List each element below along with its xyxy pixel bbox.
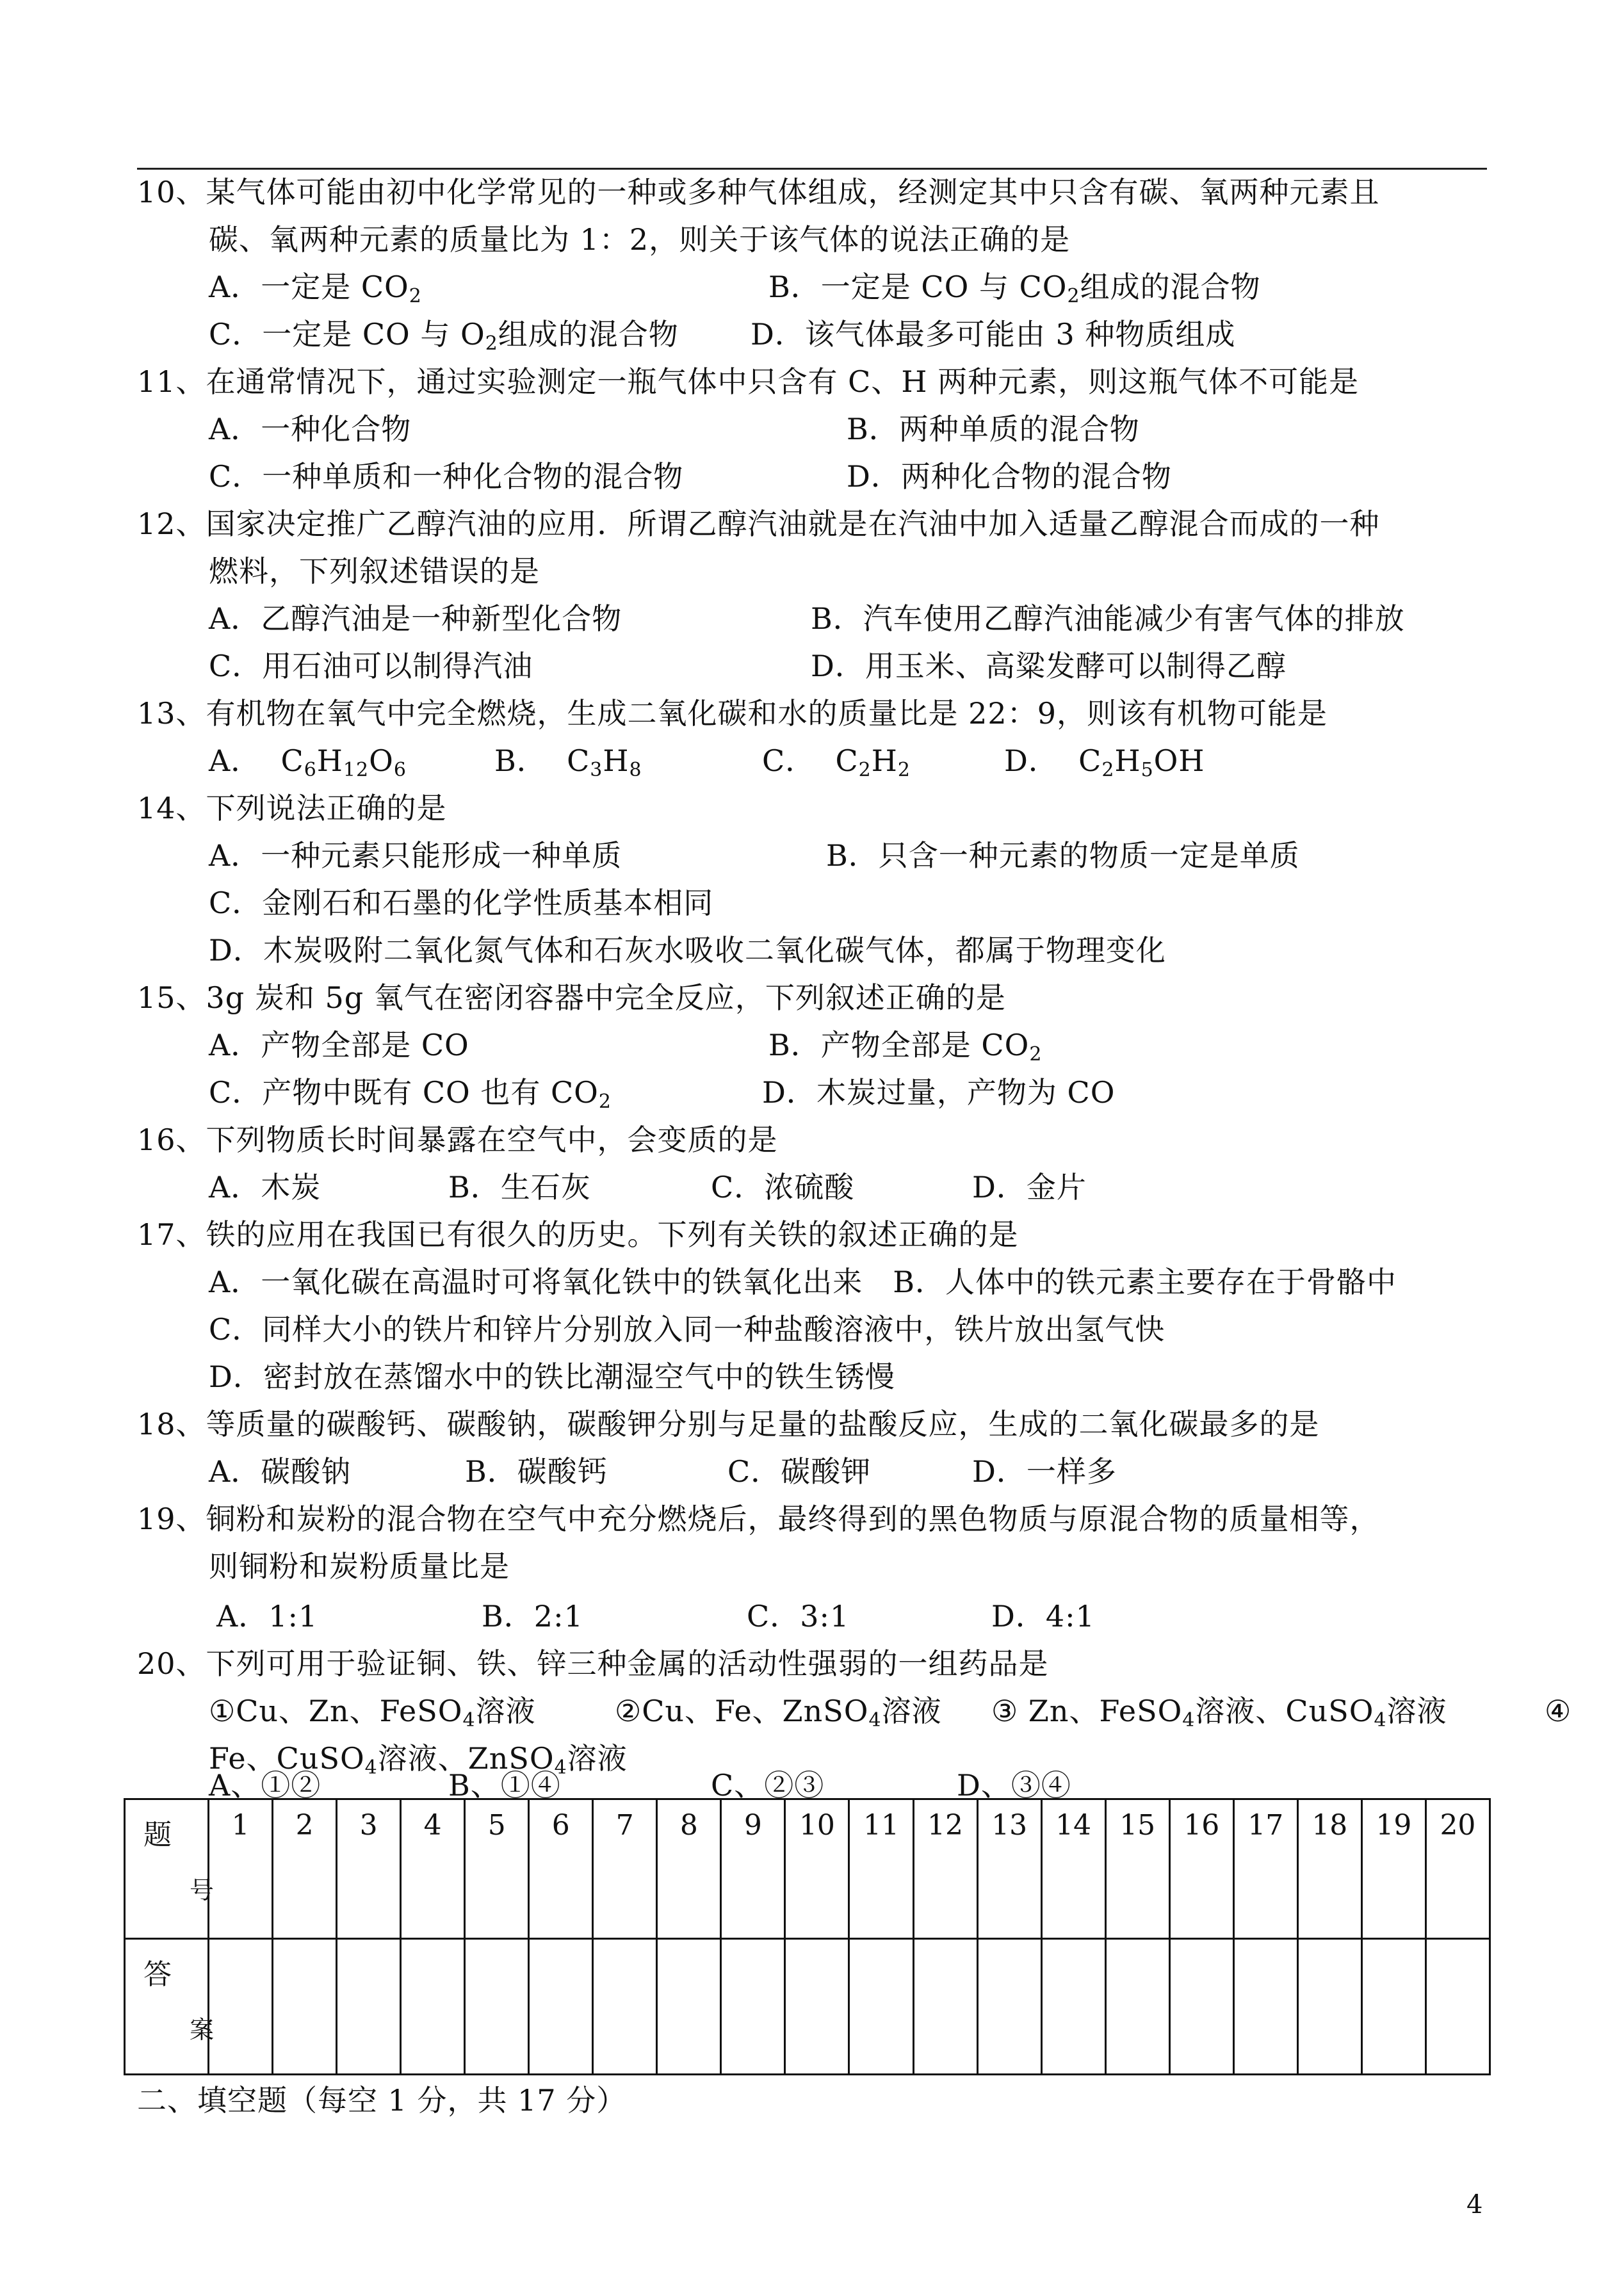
answer-cell[interactable] <box>1041 1939 1105 2075</box>
q18-option-d: D．一样多 <box>972 1454 1117 1489</box>
answer-cell[interactable] <box>273 1939 337 2075</box>
q20-option-d: D、③④ <box>957 1768 1071 1803</box>
q13-option-d: D． $C_2H_5OH$ <box>1004 743 1205 781</box>
answer-cell[interactable] <box>593 1939 657 2075</box>
q11-option-b: B．两种单质的混合物 <box>847 412 1140 446</box>
answer-cell[interactable] <box>785 1939 849 2075</box>
question-number-cell: 17 <box>1233 1799 1297 1939</box>
q11-option-a: A．一种化合物 <box>209 412 412 446</box>
q14-option-b: B．只含一种元素的物质一定是单质 <box>826 838 1300 873</box>
q20-choice-3: ③ Zn、FeSO$_4$溶液、CuSO$_4$溶液 <box>991 1694 1447 1731</box>
q16-stem: 16、下列物质长时间暴露在空气中，会变质的是 <box>137 1123 778 1157</box>
question-number-cell: 16 <box>1169 1799 1233 1939</box>
section-2-title: 二、填空题（每空 1 分，共 17 分） <box>137 2083 627 2118</box>
question-number-cell: 11 <box>849 1799 913 1939</box>
q13-stem: 13、有机物在氧气中完全燃烧，生成二氧化碳和水的质量比是 22：9，则该有机物可能是 <box>137 696 1328 731</box>
q20-option-c: C、②③ <box>711 1768 825 1803</box>
q18-option-b: B．碳酸钙 <box>465 1454 608 1489</box>
q14-option-d: D．木炭吸附二氧化氮气体和石灰水吸收二氧化碳气体，都属于物理变化 <box>209 933 1166 968</box>
question-number-row <box>125 1799 1490 1939</box>
q20-choice-4-marker: ④ <box>1545 1694 1572 1728</box>
q18-option-c: C．碳酸钾 <box>727 1454 872 1489</box>
answer-cell[interactable] <box>657 1939 721 2075</box>
q19-option-a: A．1:1 <box>216 1599 318 1634</box>
q12-option-a: A．乙醇汽油是一种新型化合物 <box>209 601 622 636</box>
page-number: 4 <box>1466 2190 1483 2219</box>
answer-cell[interactable] <box>465 1939 529 2075</box>
question-number-cell: 15 <box>1105 1799 1169 1939</box>
answer-cell[interactable] <box>721 1939 785 2075</box>
answer-cell[interactable] <box>977 1939 1041 2075</box>
q10-option-a: A．一定是 $CO_2$ <box>209 270 422 307</box>
q18-stem: 18、等质量的碳酸钙、碳酸钠，碳酸钾分别与足量的盐酸反应，生成的二氧化碳最多的是 <box>137 1407 1320 1441</box>
answer-cell[interactable] <box>529 1939 593 2075</box>
q18-option-a: A．碳酸钠 <box>209 1454 352 1489</box>
q11-option-d: D．两种化合物的混合物 <box>847 459 1172 494</box>
q20-choice-4: Fe、CuSO$_4$溶液、ZnSO$_4$溶液 <box>209 1741 628 1779</box>
question-number-cell: 18 <box>1297 1799 1361 1939</box>
answer-table <box>124 1798 1491 2075</box>
q16-option-c: C．浓硫酸 <box>711 1170 855 1204</box>
q12-stem-line2: 燃料，下列叙述错误的是 <box>209 554 540 588</box>
answer-cell[interactable] <box>1425 1939 1490 2075</box>
answer-cell[interactable] <box>849 1939 913 2075</box>
q14-option-c: C．金刚石和石墨的化学性质基本相同 <box>209 886 714 920</box>
q16-option-b: B．生石灰 <box>448 1170 591 1204</box>
q19-stem-line1: 19、铜粉和炭粉的混合物在空气中充分燃烧后，最终得到的黑色物质与原混合物的质量相等， <box>137 1502 1380 1536</box>
q17-option-d: D．密封放在蒸馏水中的铁比潮湿空气中的铁生锈慢 <box>209 1359 895 1394</box>
question-number-cell: 6 <box>529 1799 593 1939</box>
question-number-cell: 12 <box>913 1799 977 1939</box>
header-da: 答 <box>143 1958 172 1991</box>
answer-cell[interactable] <box>1105 1939 1169 2075</box>
q12-option-b: B．汽车使用乙醇汽油能减少有害气体的排放 <box>811 601 1405 636</box>
question-number-cell: 19 <box>1361 1799 1425 1939</box>
question-number-cell: 20 <box>1425 1799 1490 1939</box>
question-number-cell: 7 <box>593 1799 657 1939</box>
header-hao: 号 <box>190 1876 215 1904</box>
answer-cell[interactable] <box>1361 1939 1425 2075</box>
q19-option-b: B．2:1 <box>482 1599 583 1634</box>
q11-option-c: C．一种单质和一种化合物的混合物 <box>209 459 684 494</box>
q10-stem-line2: 碳、氧两种元素的质量比为 1：2，则关于该气体的说法正确的是 <box>209 222 1071 257</box>
q16-option-a: A．木炭 <box>209 1170 321 1204</box>
q19-stem-line2: 则铜粉和炭粉质量比是 <box>209 1549 510 1584</box>
q17-stem: 17、铁的应用在我国已有很久的历史。下列有关铁的叙述正确的是 <box>137 1217 1019 1252</box>
q20-option-a: A、①② <box>209 1768 321 1803</box>
q15-stem: 15、3g 炭和 5g 氧气在密闭容器中完全反应，下列叙述正确的是 <box>137 980 1006 1015</box>
q10-option-b: B．一定是 CO 与 $CO_2$组成的混合物 <box>768 270 1261 307</box>
answer-cell[interactable] <box>1169 1939 1233 2075</box>
answer-cell[interactable] <box>209 1939 273 2075</box>
header-rule <box>137 168 1487 170</box>
q10-stem-line1: 10、某气体可能由初中化学常见的一种或多种气体组成，经测定其中只含有碳、氧两种元素且 <box>137 175 1380 209</box>
q20-choice-2: ②Cu、Fe、ZnSO$_4$溶液 <box>615 1694 942 1731</box>
q13-option-c: C． $C_2H_2$ <box>762 743 911 781</box>
q10-option-d: D．该气体最多可能由 3 种物质组成 <box>751 317 1236 352</box>
q15-option-b: B．产物全部是 $CO_2$ <box>768 1028 1043 1066</box>
answer-cell[interactable] <box>1297 1939 1361 2075</box>
answer-cell[interactable] <box>913 1939 977 2075</box>
q14-stem: 14、下列说法正确的是 <box>137 791 447 825</box>
q11-stem: 11、在通常情况下，通过实验测定一瓶气体中只含有 C、H 两种元素，则这瓶气体不可能是 <box>137 364 1360 399</box>
answer-cell[interactable] <box>1233 1939 1297 2075</box>
answer-header <box>125 1939 215 2075</box>
question-number-cell: 4 <box>401 1799 465 1939</box>
q10-option-c: C．一定是 CO 与 $O_2$组成的混合物 <box>209 317 679 355</box>
q13-option-b: B． $C_3H_8$ <box>494 743 642 781</box>
q13-option-a: A． $C_6H_{12}O_6$ <box>209 743 407 781</box>
question-number-cell: 13 <box>977 1799 1041 1939</box>
answer-cell[interactable] <box>337 1939 401 2075</box>
q17-option-ab: A．一氧化碳在高温时可将氧化铁中的铁氧化出来 B．人体中的铁元素主要存在于骨骼中 <box>209 1265 1397 1299</box>
question-number-cell: 14 <box>1041 1799 1105 1939</box>
q12-option-d: D．用玉米、高粱发酵可以制得乙醇 <box>811 649 1287 683</box>
q12-option-c: C．用石油可以制得汽油 <box>209 649 533 683</box>
question-number-cell: 2 <box>273 1799 337 1939</box>
q16-option-d: D．金片 <box>972 1170 1087 1204</box>
q17-option-c: C．同样大小的铁片和锌片分别放入同一种盐酸溶液中，铁片放出氢气快 <box>209 1312 1165 1347</box>
header-ti: 题 <box>143 1819 172 1851</box>
q20-option-b: B、①④ <box>448 1768 561 1803</box>
q14-option-a: A．一种元素只能形成一种单质 <box>209 838 622 873</box>
q20-stem: 20、下列可用于验证铜、铁、锌三种金属的活动性强弱的一组药品是 <box>137 1646 1049 1681</box>
q19-option-c: C．3:1 <box>747 1599 850 1634</box>
question-number-cell: 3 <box>337 1799 401 1939</box>
question-number-cell: 1 <box>209 1799 273 1939</box>
question-number-cell: 10 <box>785 1799 849 1939</box>
question-number-cell: 5 <box>465 1799 529 1939</box>
q15-option-c: C．产物中既有 CO 也有 $CO_2$ <box>209 1075 612 1113</box>
q20-choice-1: ①Cu、Zn、FeSO$_4$溶液 <box>209 1694 536 1731</box>
answer-cell[interactable] <box>401 1939 465 2075</box>
q19-option-d: D．4:1 <box>991 1599 1095 1634</box>
question-number-cell: 9 <box>721 1799 785 1939</box>
header-an: 案 <box>190 2016 215 2044</box>
answer-row <box>125 1939 1490 2075</box>
q15-option-d: D．木炭过量，产物为 CO <box>762 1075 1116 1110</box>
question-number-cell: 8 <box>657 1799 721 1939</box>
q15-option-a: A．产物全部是 CO <box>209 1028 469 1062</box>
question-number-header <box>125 1799 215 1939</box>
q12-stem-line1: 12、国家决定推广乙醇汽油的应用．所谓乙醇汽油就是在汽油中加入适量乙醇混合而成的一种 <box>137 507 1380 541</box>
